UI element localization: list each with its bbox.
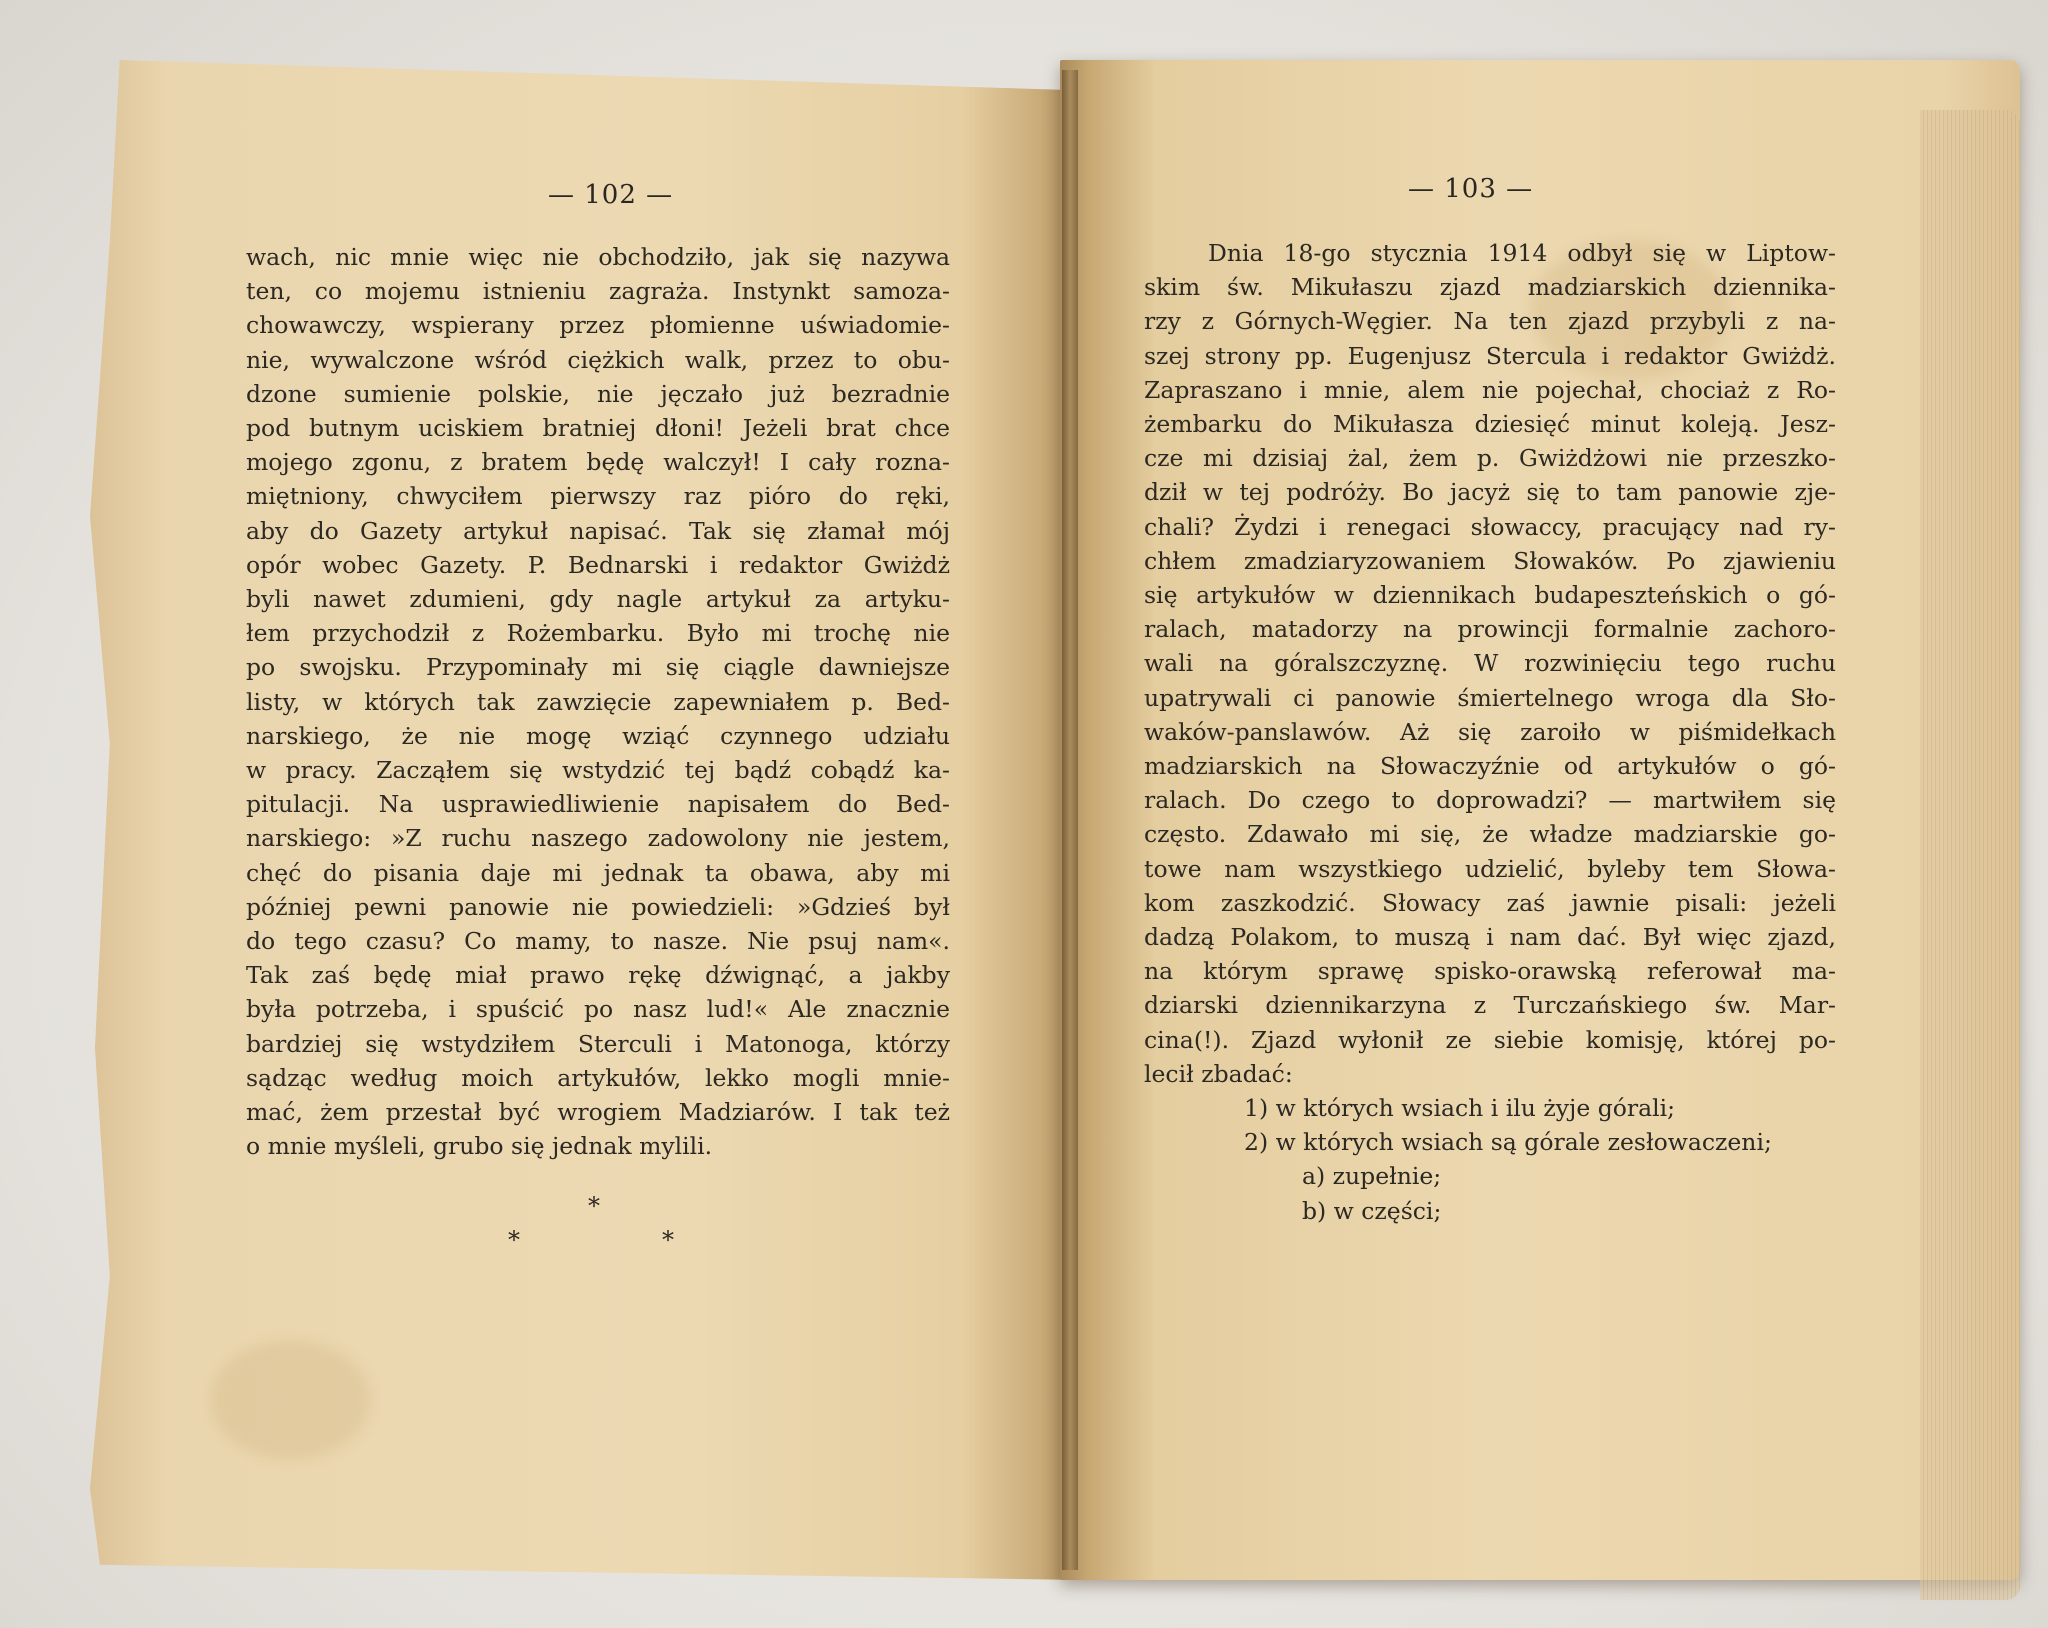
asterism-right: * xyxy=(662,1226,674,1254)
text-line: narskiego: »Z ruchu naszego zadowolony nie jestem, xyxy=(246,824,950,853)
text-line: opór wobec Gazety. P. Bednarski i redaktor Gwiżdż xyxy=(246,550,950,579)
text-line: cze mi dzisiaj żal, żem p. Gwiżdżowi nie przeszko- xyxy=(1144,444,1836,473)
text-line: mać, żem przestał być wrogiem Madziarów. I tak też xyxy=(246,1098,950,1127)
text-line: chali? Żydzi i renegaci słowaccy, pracujący nad ry- xyxy=(1144,512,1836,541)
text-line: rzy z Górnych-Węgier. Na ten zjazd przybyli z na- xyxy=(1144,307,1836,336)
text-line: pod butnym uciskiem bratniej dłoni! Jeżeli brat chce xyxy=(246,414,950,443)
text-line: narskiego, że nie mogę wziąć czynnego udziału xyxy=(246,721,950,750)
text-line: upatrywali ci panowie śmiertelnego wroga dla Sło- xyxy=(1144,683,1836,712)
text-line: szej strony pp. Eugenjusz Stercula i redaktor Gwiżdż. xyxy=(1144,341,1836,370)
text-line: ralach, matadorzy na prowincji formalnie zachoro- xyxy=(1144,615,1836,644)
text-line: towe nam wszystkiego udzielić, byleby tem Słowa- xyxy=(1144,854,1836,883)
text-line: Zapraszano i mnie, alem nie pojechał, chociaż z Ro- xyxy=(1144,375,1836,404)
text-line: miętniony, chwyciłem pierwszy raz pióro do ręki, xyxy=(246,482,950,511)
text-line: żembarku do Mikułasza dziesięć minut koleją. Jesz- xyxy=(1144,410,1836,439)
text-line: a) zupełnie; xyxy=(1302,1162,1442,1191)
page-number-right: — 103 — xyxy=(1408,174,1534,204)
text-line: o mnie myśleli, grubo się jednak mylili. xyxy=(246,1132,713,1161)
text-line: dadzą Polakom, to muszą i nam dać. Był więc zjazd, xyxy=(1144,923,1836,952)
text-line: w pracy. Zacząłem się wstydzić tej bądź cobądź ka- xyxy=(246,756,950,785)
book-spine xyxy=(1062,70,1078,1570)
text-line: 1) w których wsiach i ilu żyje górali; xyxy=(1244,1094,1676,1123)
text-line: chęć do pisania daje mi jednak ta obawa, aby mi xyxy=(246,858,950,887)
text-line: skim św. Mikułaszu zjazd madziarskich dziennika- xyxy=(1144,273,1836,302)
text-line: kom zaszkodzić. Słowacy zaś jawnie pisali: jeżeli xyxy=(1144,888,1836,917)
text-line: madziarskich na Słowaczyźnie od artykułów o gó- xyxy=(1144,752,1836,781)
text-line: mojego zgonu, z bratem będę walczył! I cały rozna- xyxy=(246,448,950,477)
text-line: aby do Gazety artykuł napisać. Tak się złamał mój xyxy=(246,516,950,545)
text-line: wach, nic mnie więc nie obchodziło, jak się nazywa xyxy=(246,243,950,271)
paper-stain xyxy=(210,1340,370,1460)
text-line: chowawczy, wspierany przez płomienne uświadomie- xyxy=(246,311,950,340)
text-line: waków-panslawów. Aż się zaroiło w piśmidełkach xyxy=(1144,717,1836,746)
text-line: łem przychodził z Rożembarku. Było mi trochę nie xyxy=(246,619,950,648)
page-stack-edge xyxy=(1920,110,2020,1600)
text-line: nie, wywalczone wśród ciężkich walk, przez to obu- xyxy=(246,345,950,374)
text-line: później pewni panowie nie powiedzieli: »Gdzieś był xyxy=(246,892,950,921)
text-line: listy, w których tak zawzięcie zapewniałem p. Bed- xyxy=(246,687,950,716)
asterism-left: * xyxy=(508,1226,520,1254)
text-line: dził w tej podróży. Bo jacyż się to tam panowie zje- xyxy=(1144,478,1836,507)
text-line: sądząc według moich artykułów, lekko mogli mnie- xyxy=(246,1063,950,1092)
text-line: chłem zmadziaryzowaniem Słowaków. Po zjawieniu xyxy=(1144,546,1836,575)
left-page-text xyxy=(246,240,950,1163)
text-line: ten, co mojemu istnieniu zagraża. Instynkt samoza- xyxy=(246,277,950,306)
text-line: na którym sprawę spisko-orawską referował ma- xyxy=(1144,957,1836,986)
text-line: Dnia 18-go stycznia 1914 odbył się w Liptow- xyxy=(1208,239,1836,267)
text-line: po swojsku. Przypominały mi się ciągle dawniejsze xyxy=(246,653,950,682)
text-line: wali na góralszczyznę. W rozwinięciu tego ruchu xyxy=(1144,649,1836,678)
text-line: bardziej się wstydziłem Sterculi i Matonoga, którzy xyxy=(246,1029,950,1058)
text-line: cina(!). Zjazd wyłonił ze siebie komisję, której po- xyxy=(1144,1025,1836,1054)
text-line: 2) w których wsiach są górale zesłowaczeni; xyxy=(1244,1128,1772,1157)
text-line: często. Zdawało mi się, że władze madziarskie go- xyxy=(1144,820,1836,849)
text-line: do tego czasu? Co mamy, to nasze. Nie psuj nam«. xyxy=(246,927,950,956)
asterism-top: * xyxy=(588,1192,600,1220)
right-page-text xyxy=(1144,236,1836,1228)
text-line: dzone sumienie polskie, nie jęczało już bezradnie xyxy=(246,379,950,408)
text-line: była potrzeba, i spuścić po nasz lud!« Ale znacznie xyxy=(246,995,950,1024)
text-line: lecił zbadać: xyxy=(1144,1059,1293,1088)
text-line: się artykułów w dziennikach budapeszteńskich o gó- xyxy=(1144,581,1836,610)
text-line: pitulacji. Na usprawiedliwienie napisałem do Bed- xyxy=(246,790,950,819)
text-line: byli nawet zdumieni, gdy nagle artykuł za artyku- xyxy=(246,585,950,614)
text-line: ralach. Do czego to doprowadzi? — martwiłem się xyxy=(1144,786,1836,815)
text-line: Tak zaś będę miał prawo rękę dźwignąć, a jakby xyxy=(246,961,950,990)
text-line: b) w części; xyxy=(1302,1196,1442,1225)
text-line: dziarski dziennikarzyna z Turczańskiego św. Mar- xyxy=(1144,991,1836,1020)
page-number-left: — 102 — xyxy=(548,180,674,210)
